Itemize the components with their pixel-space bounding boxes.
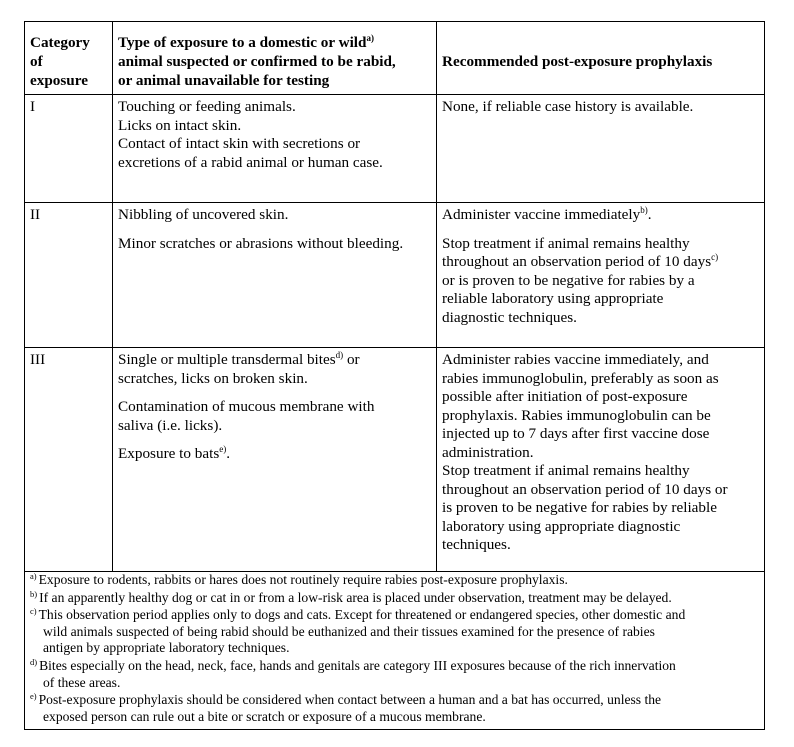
prophylaxis-text: throughout an observation period of 10 days [442, 253, 712, 270]
prophylaxis-line: Stop treatment if animal remains healthy [442, 462, 690, 479]
prophylaxis-line [442, 206, 760, 225]
exposure-cell [113, 95, 437, 203]
exposure-text: Single or multiple transdermal bites [118, 351, 336, 368]
footnote-text: If an apparently healthy dog or cat in or from a low-risk area is placed under observation, treatment may be delayed. [39, 589, 672, 605]
prophylaxis-text: Administer vaccine immediately [442, 206, 641, 223]
category-cell: I [25, 95, 113, 203]
prophylaxis-cell [437, 95, 765, 203]
footnote-ref-d: d) [335, 350, 344, 360]
rabies-prophylaxis-table-page [24, 21, 764, 730]
prophylaxis-line: Administer rabies vaccine immediately, and [442, 351, 709, 368]
footnote-text: This observation period applies only to dogs and cats. Except for threatened or endangered species, other domestic and [38, 607, 686, 623]
exposure-line: Licks on intact skin. [118, 116, 242, 134]
exposure-line: scratches, licks on broken skin. [118, 369, 308, 387]
footnote-ref-b: b) [640, 205, 648, 215]
header-category-line: exposure [30, 72, 88, 89]
footnote-mark: c) [30, 606, 37, 617]
prophylaxis-line: prophylaxis. Rabies immunoglobulin can be [442, 406, 711, 424]
footnote-a [30, 572, 760, 589]
prophylaxis-line: throughout an observation period of 10 days or [442, 480, 728, 498]
prophylaxis-line: reliable laboratory using appropriate [442, 290, 664, 307]
footnote-text: antigen by appropriate laboratory techniques. [43, 640, 290, 656]
prophylaxis-line: possible after initiation of post-exposure [442, 388, 688, 405]
prophylaxis-line: None, if reliable case history is available. [442, 98, 694, 115]
footnote-mark: d) [30, 657, 38, 668]
prophylaxis-cell [437, 348, 765, 572]
footnote-text: Bites especially on the head, neck, face, hands and genitals are category III exposures because of the rich innervation [39, 658, 676, 674]
footnote-mark: a) [30, 571, 37, 581]
prophylaxis-line: rabies immunoglobulin, preferably as soon as [442, 369, 719, 387]
footnote-ref-a: a) [366, 33, 374, 43]
header-prophylaxis: Recommended post-exposure prophylaxis [437, 22, 765, 95]
table-row [25, 95, 765, 203]
prophylaxis-line [442, 253, 760, 272]
table-row [25, 348, 765, 572]
exposure-line [118, 445, 432, 464]
prophylaxis-line: techniques. [442, 536, 511, 553]
header-category-line: Category [30, 34, 90, 51]
footnote-ref-e: e) [219, 444, 227, 454]
category-cell: II [25, 203, 113, 348]
rabies-prophylaxis-table [24, 21, 765, 730]
exposure-line: excretions of a rabid animal or human case. [118, 153, 383, 171]
footnote-mark: b) [30, 588, 38, 599]
prophylaxis-line: injected up to 7 days after first vaccine dose [442, 425, 710, 442]
exposure-line: Contact of intact skin with secretions or [118, 135, 361, 152]
exposure-line: saliva (i.e. licks). [118, 416, 223, 434]
exposure-text: Exposure to bats [118, 445, 220, 462]
exposure-text: or [343, 351, 360, 368]
prophylaxis-line: or is proven to be negative for rabies by a [442, 271, 695, 289]
prophylaxis-line: administration. [442, 443, 534, 461]
exposure-text: . [226, 445, 231, 462]
prophylaxis-line: diagnostic techniques. [442, 308, 577, 326]
footnote-text: wild animals suspected of being rabid should be euthanized and their tissues examined for the presence of rabies [43, 623, 655, 639]
prophylaxis-cell [437, 203, 765, 348]
exposure-line: Minor scratches or abrasions without bleeding. [118, 234, 404, 252]
header-exposure-type [113, 22, 437, 95]
header-exposure-text: Type of exposure to a domestic or wild [118, 34, 367, 51]
footnote-e [30, 692, 760, 725]
exposure-line [118, 351, 432, 370]
footnote-mark: e) [30, 691, 37, 702]
footnote-text: exposed person can rule out a bite or scratch or exposure of a mucous membrane. [43, 708, 486, 724]
header-category-line: of [30, 53, 43, 70]
exposure-cell [113, 203, 437, 348]
footnotes-cell [25, 572, 765, 730]
footnote-c [30, 607, 760, 657]
footnote-text: Exposure to rodents, rabbits or hares does not routinely require rabies post-exposure prophylaxis. [38, 572, 568, 587]
footnotes-row [25, 572, 765, 730]
footnote-text: of these areas. [43, 674, 121, 690]
footnote-text: Post-exposure prophylaxis should be considered when contact between a human and a bat has occurred, unless the [38, 692, 662, 708]
exposure-line: Touching or feeding animals. [118, 98, 296, 115]
table-row [25, 203, 765, 348]
header-exposure-line: or animal unavailable for testing [118, 72, 330, 89]
prophylaxis-line: is proven to be negative for rabies by reliable [442, 499, 717, 516]
exposure-cell [113, 348, 437, 572]
header-row [25, 22, 765, 95]
header-exposure-line [118, 33, 432, 52]
header-category [25, 22, 113, 95]
header-exposure-line: animal suspected or confirmed to be rabid, [118, 53, 396, 70]
prophylaxis-text: . [647, 206, 652, 223]
exposure-line: Nibbling of uncovered skin. [118, 206, 289, 223]
exposure-line: Contamination of mucous membrane with [118, 398, 375, 415]
category-cell: III [25, 348, 113, 572]
footnote-d [30, 658, 760, 691]
prophylaxis-line: laboratory using appropriate diagnostic [442, 517, 681, 535]
prophylaxis-line: Stop treatment if animal remains healthy [442, 234, 690, 252]
footnote-ref-c: c) [711, 252, 719, 262]
footnote-b [30, 590, 760, 607]
